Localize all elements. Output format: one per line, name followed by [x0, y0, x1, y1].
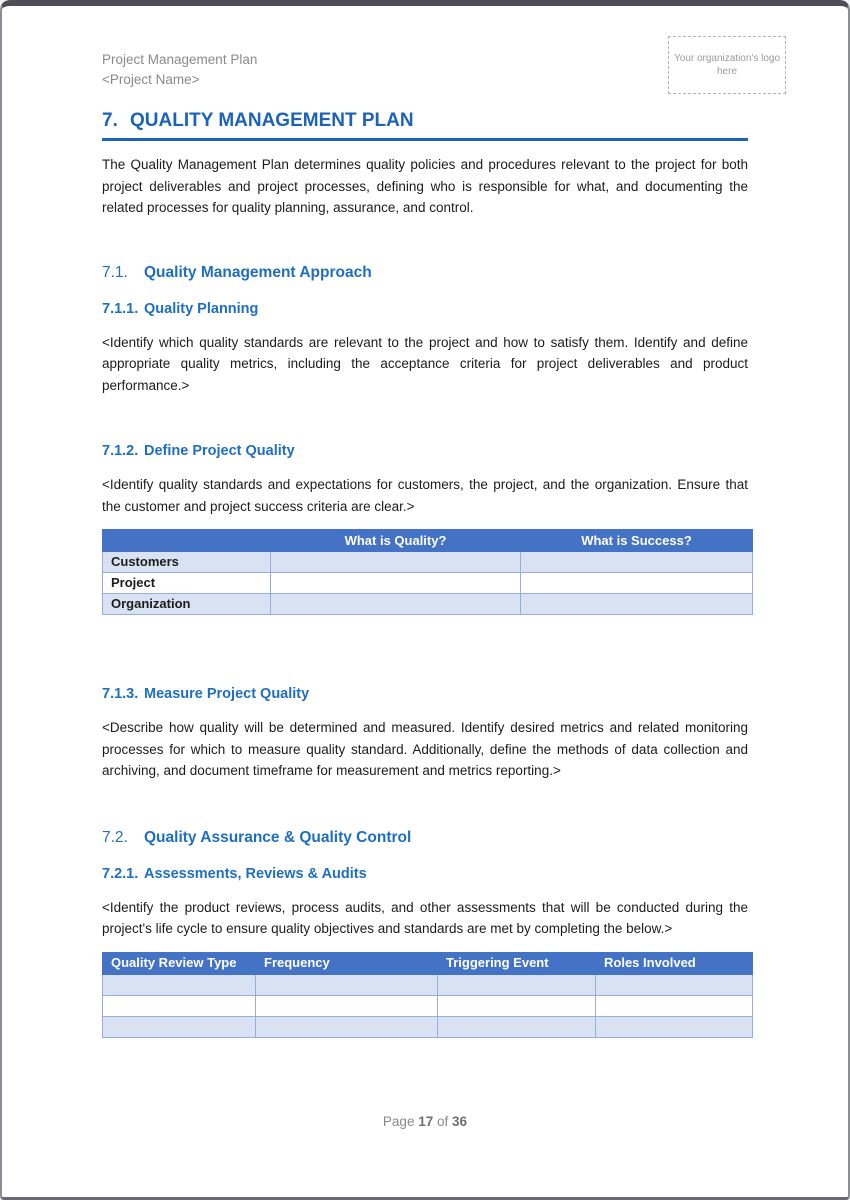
section-7-1-3-heading — [102, 684, 748, 704]
empty-cell — [521, 552, 753, 573]
empty-cell — [103, 1016, 256, 1037]
empty-cell — [438, 995, 596, 1016]
table-header-row — [103, 530, 753, 552]
empty-cell — [438, 1016, 596, 1037]
empty-cell — [521, 594, 753, 615]
section-7-2-heading — [102, 828, 748, 848]
section-7-title: QUALITY MANAGEMENT PLAN — [130, 110, 414, 131]
empty-cell — [438, 974, 596, 995]
section-7-1-heading — [102, 263, 748, 283]
define-quality-paragraph: <Identify quality standards and expectations for customers, the project, and the organization. Ensure that the customer and project success criteria are clear.> — [102, 477, 748, 514]
table-row — [103, 594, 753, 615]
section-7-heading — [102, 109, 748, 133]
header-cell-success: What is Success? — [521, 530, 753, 552]
section-7-1-2-number: 7.1.2. — [102, 443, 139, 459]
section-7-2-1-heading — [102, 864, 748, 884]
empty-cell — [271, 573, 521, 594]
section-7-2-number: 7.2. — [102, 828, 128, 846]
section-7-2-1-number: 7.2.1. — [102, 865, 139, 882]
table-row — [103, 974, 753, 995]
quality-planning-paragraph: <Identify which quality standards are relevant to the project and how to satisfy them. Identify and define appropriate quality metrics, including the acceptance criteria for project deliverables and product performance.> — [102, 334, 748, 393]
page-footer — [2, 1114, 848, 1129]
empty-cell — [271, 552, 521, 573]
empty-cell — [596, 995, 753, 1016]
row-label-project: Project — [103, 573, 271, 594]
header-cell-blank — [103, 530, 271, 552]
empty-cell — [256, 995, 438, 1016]
header-cell-quality: What is Quality? — [271, 530, 521, 552]
section-7-1-3-number: 7.1.3. — [102, 686, 139, 702]
empty-cell — [103, 995, 256, 1016]
doc-title: Project Management Plan — [102, 52, 258, 67]
empty-cell — [521, 573, 753, 594]
header-cell-frequency: Frequency — [256, 952, 438, 974]
section-7-1-2-heading — [102, 441, 748, 461]
empty-cell — [596, 974, 753, 995]
empty-cell — [256, 974, 438, 995]
section-7-1-2-title: Define Project Quality — [144, 443, 295, 459]
footer-page-label: Page — [382, 1114, 415, 1129]
section-7-number: 7. — [102, 110, 118, 131]
logo-placeholder-box — [668, 36, 786, 94]
table-header-row — [103, 952, 753, 974]
section-7-1-1-title: Quality Planning — [144, 300, 259, 317]
measure-quality-paragraph: <Describe how quality will be determined and measured. Identify desired metrics and related monitoring processes for which to measure quality standard. Additionally, define the methods of data collection and archiving, and document timeframe for measurement and metrics reporting.> — [102, 720, 748, 778]
project-name-placeholder: <Project Name> — [102, 72, 200, 87]
header-cell-triggering-event: Triggering Event — [438, 952, 596, 974]
review-audit-table — [102, 952, 753, 1038]
empty-cell — [596, 1016, 753, 1037]
row-label-organization: Organization — [103, 594, 271, 615]
footer-total-pages: 36 — [452, 1114, 468, 1129]
table-row — [103, 573, 753, 594]
footer-page-number: 17 — [418, 1114, 434, 1129]
header-cell-roles-involved: Roles Involved — [596, 952, 753, 974]
heading-rule — [102, 138, 748, 141]
table-row — [103, 995, 753, 1016]
section-7-1-1-heading — [102, 299, 748, 319]
footer-of-label: of — [437, 1114, 449, 1129]
section-7-1-title: Quality Management Approach — [144, 263, 372, 281]
section-7-1-number: 7.1. — [102, 263, 128, 281]
table-row — [103, 1016, 753, 1037]
row-label-customers: Customers — [103, 552, 271, 573]
page-header — [102, 34, 781, 96]
section-7-1-1-number: 7.1.1. — [102, 300, 139, 317]
quality-success-table — [102, 529, 753, 615]
header-cell-review-type: Quality Review Type — [103, 952, 256, 974]
section-7-1-3-title: Measure Project Quality — [144, 686, 310, 702]
empty-cell — [271, 594, 521, 615]
empty-cell — [103, 974, 256, 995]
section-7-2-title: Quality Assurance & Quality Control — [144, 828, 412, 846]
table-row — [103, 552, 753, 573]
header-text-block — [102, 34, 748, 90]
intro-paragraph: The Quality Management Plan determines quality policies and procedures relevant to the project for both project deliverables and project processes, defining who is responsible for what, and documenting the related processes for quality planning, assurance, and control. — [102, 157, 748, 215]
empty-cell — [256, 1016, 438, 1037]
section-7-2-1-title: Assessments, Reviews & Audits — [144, 865, 367, 882]
assessments-paragraph: <Identify the product reviews, process audits, and other assessments that will be conducted during the project's life cycle to ensure quality objectives and standards are met by completing the below.> — [102, 899, 748, 936]
logo-placeholder-text: Your organization's logo here — [673, 53, 781, 77]
